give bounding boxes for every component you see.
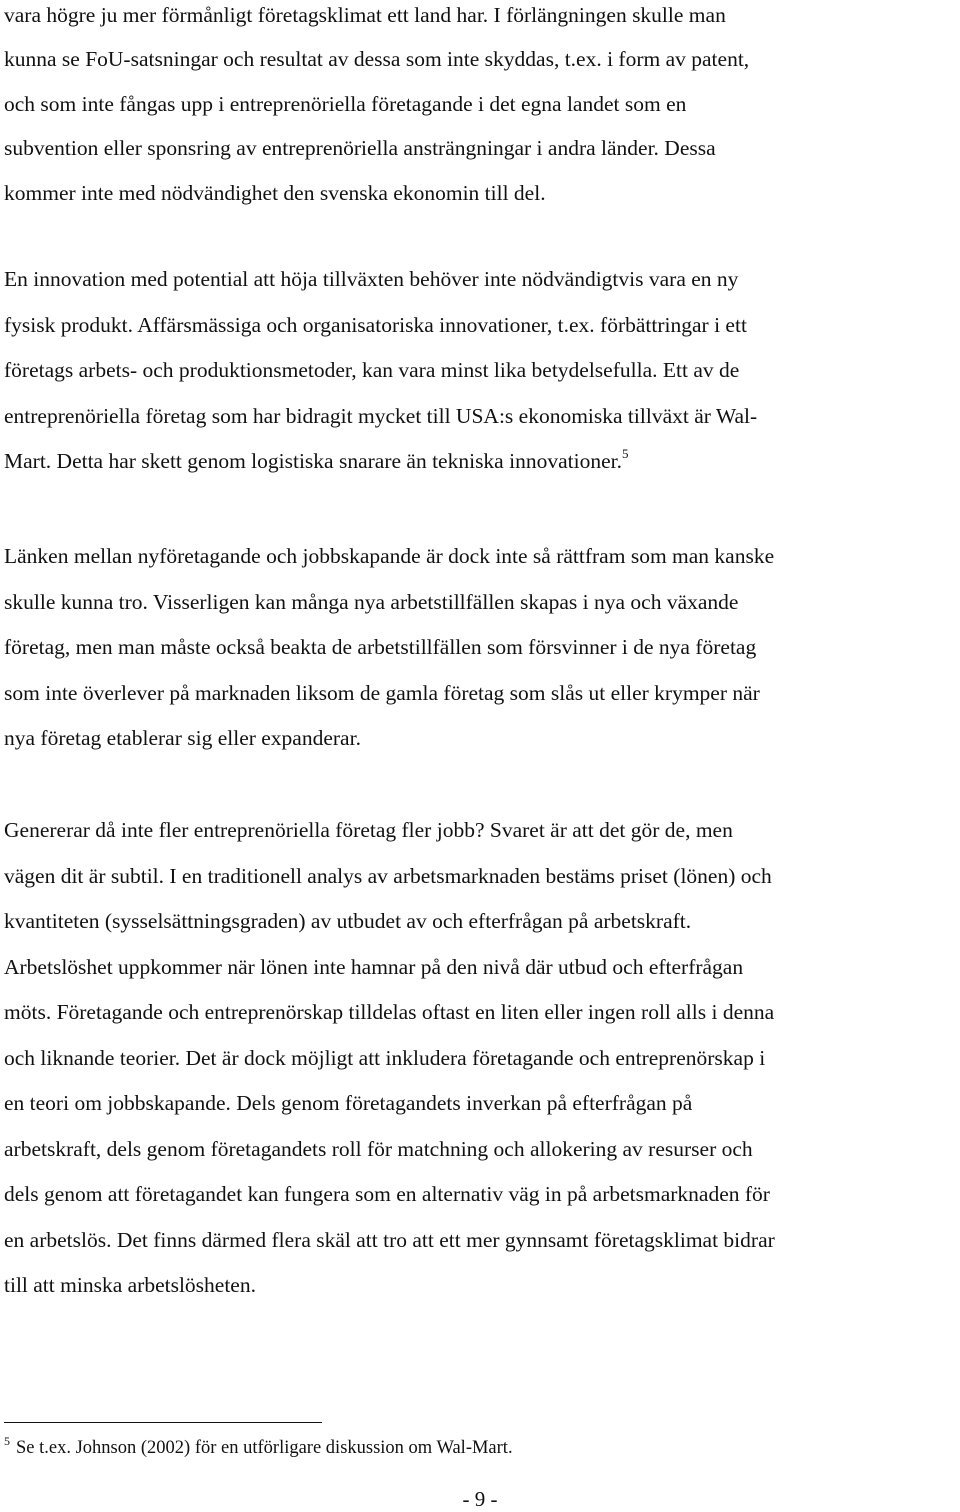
page-number: - 9 - <box>462 1487 498 1511</box>
paragraph <box>4 534 774 762</box>
text-line: företag, men man måste också beakta de arbetstillfällen som försvinner i de nya företag <box>4 635 757 659</box>
text-line: Genererar då inte fler entreprenöriella företag fler jobb? Svaret är att det gör de, men <box>4 818 733 842</box>
footnote <box>4 1436 513 1460</box>
text-line-with-footnote <box>4 439 757 485</box>
text-line: Mart. Detta har skett genom logistiska snarare än tekniska innovationer. <box>4 449 622 473</box>
text-line: kvantiteten (sysselsättningsgraden) av utbudet av och efterfrågan på arbetskraft. <box>4 909 692 933</box>
text-line: arbetskraft, dels genom företagandets roll för matchning och allokering av resurser och <box>4 1136 753 1161</box>
text-line: företags arbets- och produktionsmetoder, kan vara minst lika betydelsefulla. Ett av de <box>4 358 740 382</box>
text-line: som inte överlever på marknaden liksom de gamla företag som slås ut eller krymper när <box>4 680 760 705</box>
text-line: nya företag etablerar sig eller expanderar. <box>4 726 361 750</box>
text-line: möts. Företagande och entreprenörskap tilldelas oftast en liten eller ingen roll alls i denna <box>4 1000 775 1024</box>
text-line: fysisk produkt. Affärsmässiga och organisatoriska innovationer, t.ex. förbättringar i ett <box>4 312 747 337</box>
paragraph <box>4 808 775 1309</box>
text-line: och liknande teorier. Det är dock möjligt att inkludera företagande och entreprenörskap i <box>4 1045 766 1070</box>
text-line: vara högre ju mer förmånligt företagsklimat ett land har. I förlängningen skulle man <box>4 3 726 27</box>
footnote-mark: 5 <box>4 1434 10 1448</box>
text-line: subvention eller sponsring av entreprenöriella ansträngningar i andra länder. Dessa <box>4 136 716 161</box>
text-line: Länken mellan nyföretagande och jobbskapande är dock inte så rättfram som man kanske <box>4 544 775 568</box>
text-line: kommer inte med nödvändighet den svenska ekonomin till del. <box>4 180 546 205</box>
paragraph <box>4 257 757 485</box>
text-line: entreprenöriella företag som har bidragit mycket till USA:s ekonomiska tillväxt är Wal- <box>4 403 758 428</box>
text-line: en arbetslös. Det finns därmed flera skäl att tro att ett mer gynnsamt företagsklimat bidrar <box>4 1227 775 1252</box>
text-line: vägen dit är subtil. I en traditionell analys av arbetsmarknaden bestäms priset (lönen) och <box>4 863 772 888</box>
text-line: kunna se FoU-satsningar och resultat av dessa som inte skyddas, t.ex. i form av patent, <box>4 47 750 72</box>
text-line: skulle kunna tro. Visserligen kan många nya arbetstillfällen skapas i nya och växande <box>4 589 739 614</box>
text-line: en teori om jobbskapande. Dels genom företagandets inverkan på efterfrågan på <box>4 1091 693 1115</box>
text-line: till att minska arbetslösheten. <box>4 1273 256 1297</box>
footnote-text: Se t.ex. Johnson (2002) för en utförligare diskussion om Wal-Mart. <box>16 1438 513 1458</box>
text-line: En innovation med potential att höja tillväxten behöver inte nödvändigtvis vara en ny <box>4 267 739 291</box>
text-line: Arbetslöshet uppkommer när lönen inte hamnar på den nivå där utbud och efterfrågan <box>4 954 744 979</box>
paragraph <box>4 0 749 215</box>
text-line: och som inte fångas upp i entreprenöriella företagande i det egna landet som en <box>4 91 687 116</box>
footnote-reference[interactable]: 5 <box>621 446 629 461</box>
text-line: dels genom att företagandet kan fungera som en alternativ väg in på arbetsmarknaden för <box>4 1182 770 1206</box>
footnote-separator <box>4 1422 322 1423</box>
